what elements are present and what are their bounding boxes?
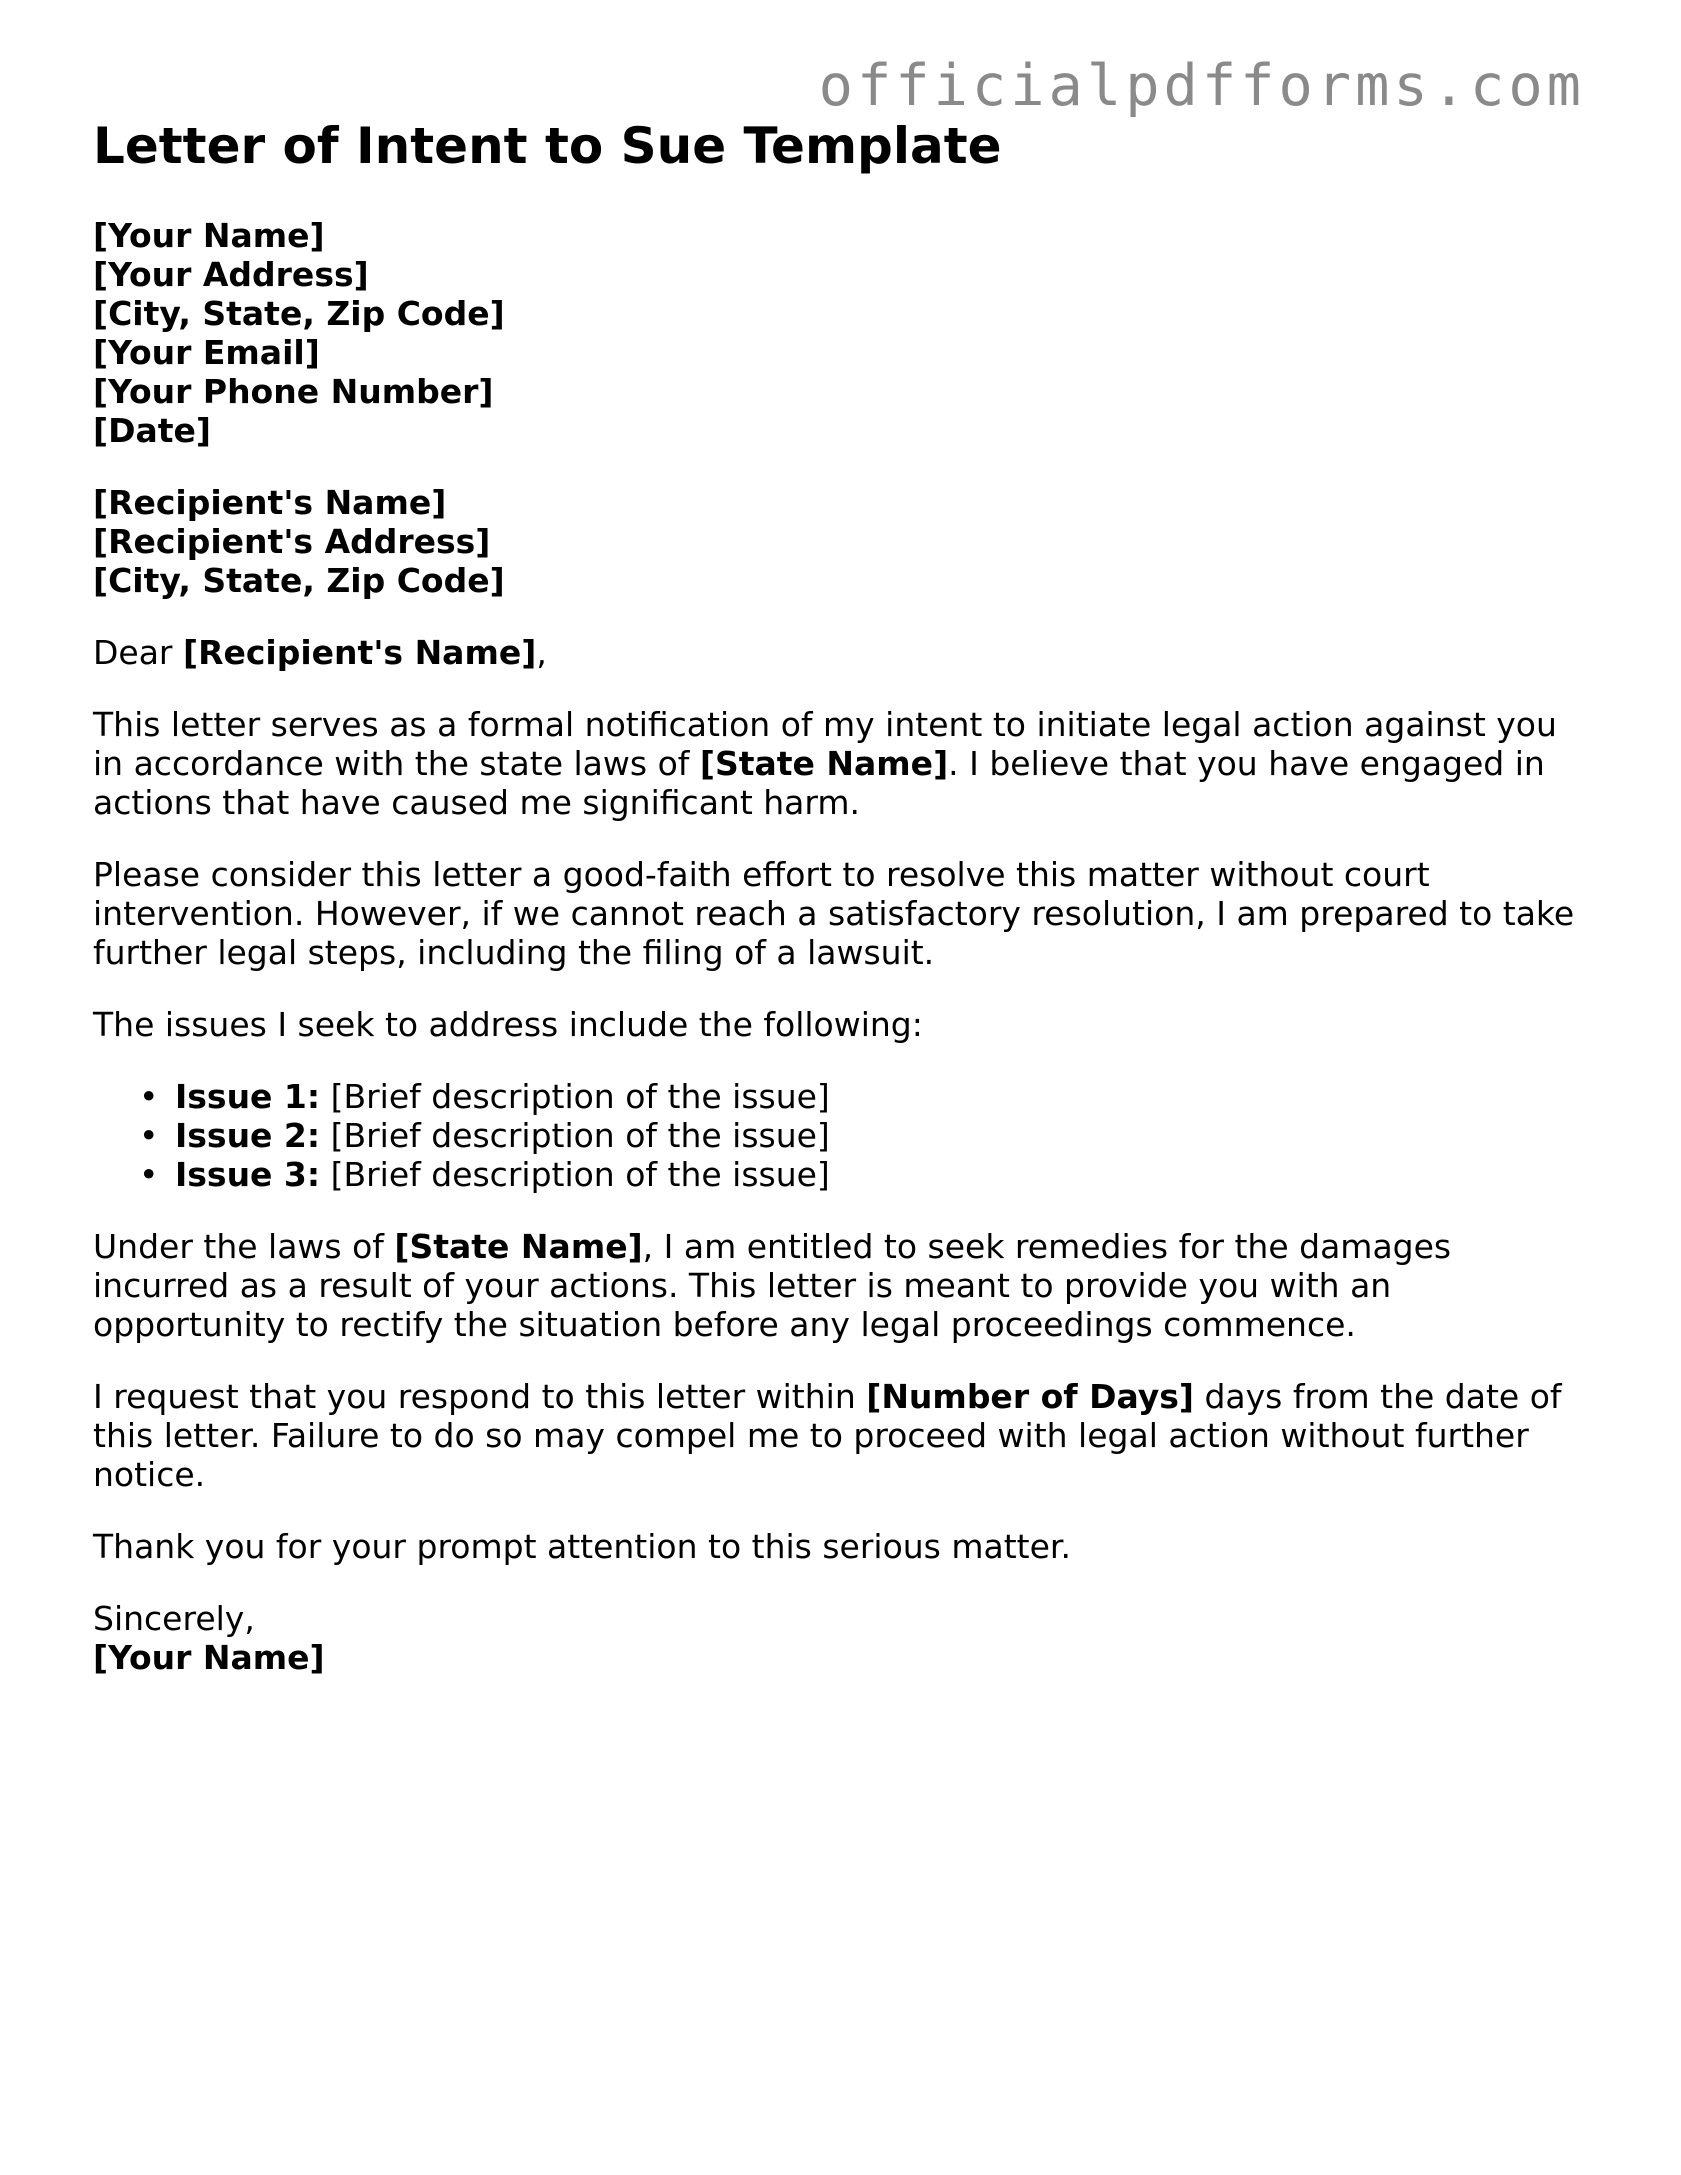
recipient-city-state-zip: [City, State, Zip Code] [93, 561, 505, 600]
paragraph-good-faith: Please consider this letter a good-faith effort to resolve this matter without court intervention. However, if we cannot reach a satisfactory resolution, I am prepared to take further legal steps, including the filing of a lawsuit. [93, 855, 1575, 972]
signature-name: [Your Name] [93, 1638, 325, 1677]
paragraph-remedies-text-2: , I am entitled to seek remedies for the damages incurred as a result of your actions. This letter is meant to provide you with an opportunity to rectify the situation before any legal proceedings commence. [93, 1227, 1452, 1344]
paragraph-response-request [93, 1377, 1593, 1494]
sender-address: [Your Address] [93, 255, 369, 294]
sender-name: [Your Name] [93, 216, 325, 255]
state-name-placeholder: [State Name] [699, 744, 949, 783]
salutation-prefix: Dear [93, 633, 183, 672]
recipient-address-block [93, 483, 1593, 600]
sender-email: [Your Email] [93, 333, 320, 372]
letter-date: [Date] [93, 411, 211, 450]
watermark-text: officialpdfforms.com [818, 53, 1585, 119]
paragraph-response-text-1: I request that you respond to this letter within [93, 1377, 867, 1416]
bullet-icon: • [139, 1077, 159, 1116]
paragraph-response-text-2: days from the date of this letter. Failure to do so may compel me to proceed with legal action without further notice. [93, 1377, 1562, 1494]
bullet-icon: • [139, 1116, 159, 1155]
salutation [93, 633, 1593, 672]
paragraph-notification-text-2: . I believe that you have engaged in actions that have caused me significant harm. [93, 744, 1545, 822]
paragraph-notification [93, 705, 1593, 822]
salutation-name: [Recipient's Name] [183, 633, 537, 672]
issue-description: [Brief description of the issue] [320, 1116, 830, 1155]
issue-label: Issue 3: [175, 1155, 321, 1194]
issue-description: [Brief description of the issue] [320, 1155, 830, 1194]
letter-page [93, 118, 1593, 1677]
issue-label: Issue 1: [175, 1077, 321, 1116]
sign-off: Sincerely, [93, 1599, 255, 1638]
closing-block [93, 1599, 1593, 1677]
salutation-suffix: , [536, 633, 547, 672]
paragraph-remedies [93, 1227, 1593, 1344]
paragraph-thanks: Thank you for your prompt attention to this serious matter. [93, 1527, 1071, 1566]
sender-phone: [Your Phone Number] [93, 372, 494, 411]
state-name-placeholder: [State Name] [394, 1227, 643, 1266]
paragraph-notification-text-1: This letter serves as a formal notification of my intent to initiate legal action against you in accordance with the state laws of [93, 705, 1557, 783]
recipient-name: [Recipient's Name] [93, 483, 447, 522]
sender-address-block [93, 216, 1593, 450]
paragraph-issues-intro: The issues I seek to address include the following: [93, 1005, 923, 1044]
recipient-address: [Recipient's Address] [93, 522, 491, 561]
issues-list [93, 1077, 1593, 1194]
list-item [139, 1116, 1593, 1155]
number-of-days-placeholder: [Number of Days] [866, 1377, 1194, 1416]
bullet-icon: • [139, 1155, 159, 1194]
list-item [139, 1077, 1593, 1116]
issue-label: Issue 2: [175, 1116, 321, 1155]
issue-description: [Brief description of the issue] [320, 1077, 830, 1116]
sender-city-state-zip: [City, State, Zip Code] [93, 294, 505, 333]
list-item [139, 1155, 1593, 1194]
paragraph-remedies-text-1: Under the laws of [93, 1227, 395, 1266]
page-title: Letter of Intent to Sue Template [93, 117, 1002, 175]
